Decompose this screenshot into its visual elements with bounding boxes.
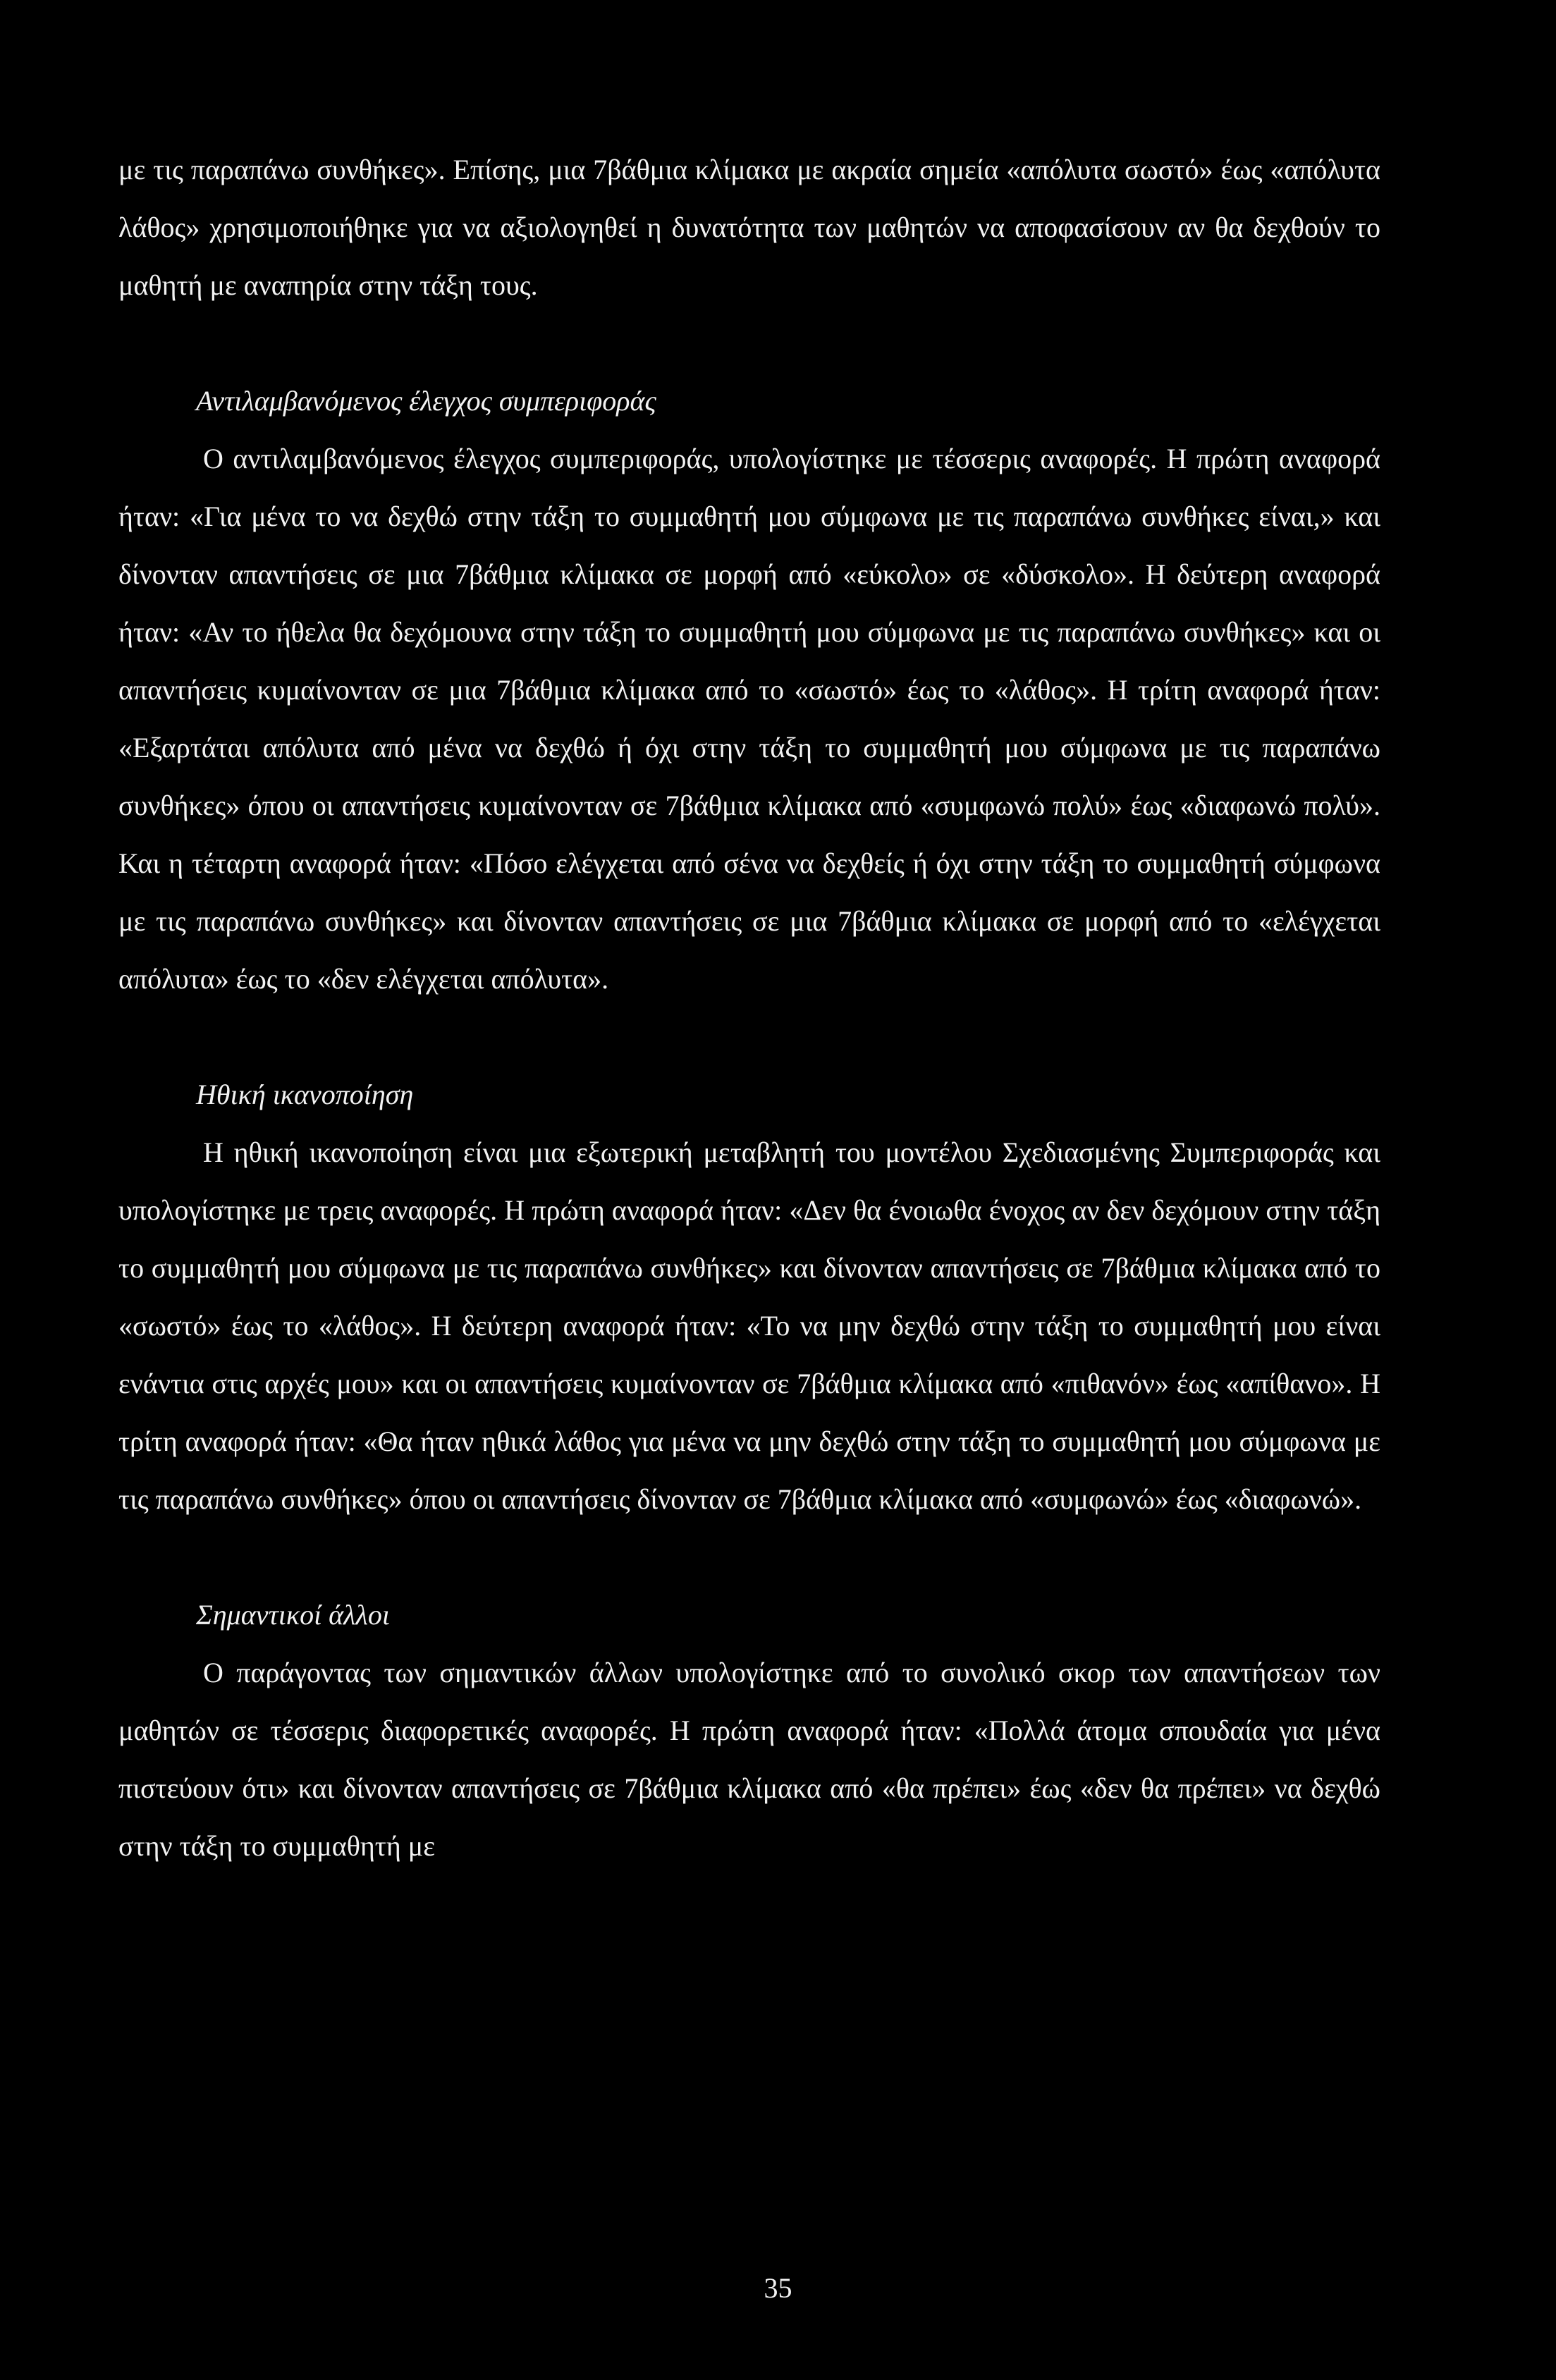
section-heading-significant-others: Σημαντικοί άλλοι <box>196 1599 390 1631</box>
paragraph-perceived-control: Ο αντιλαμβανόμενος έλεγχος συμπεριφοράς, υπολογίστηκε με τέσσερις αναφορές. Η πρώτη αναφορά ήταν: «Για μένα το να δεχθώ στην τάξη το συμμαθητή μου σύμφωνα με τις παραπάνω συνθήκες είναι,» και δίνονταν απαντήσεις σε μια 7βάθμια κλίμακα σε μορφή από «εύκολο» σε «δύσκολο». Η δεύτερη αναφορά ήταν: «Αν το ήθελα θα δεχόμουνα στην τάξη το συμμαθητή μου σύμφωνα με τις παραπάνω συνθήκες» και οι απαντήσεις κυμαίνονταν σε μια 7βάθμια κλίμακα από το «σωστό» έως το «λάθος». Η τρίτη αναφορά ήταν: «Εξαρτάται απόλυτα από μένα να δεχθώ ή όχι στην τάξη το συμμαθητή μου σύμφωνα με τις παραπάνω συνθήκες» όπου οι απαντήσεις κυμαίνονταν σε 7βάθμια κλίμακα από «συμφωνώ πολύ» έως «διαφωνώ πολύ». Και η τέταρτη αναφορά ήταν: «Πόσο ελέγχεται από σένα να δεχθείς ή όχι στην τάξη το συμμαθητή σύμφωνα με τις παραπάνω συνθήκες» και δίνονταν απαντήσεις σε μια 7βάθμια κλίμακα σε μορφή από το «ελέγχεται απόλυτα» έως το «δεν ελέγχεται απόλυτα». <box>118 443 1380 995</box>
section-heading-perceived-control: Αντιλαμβανόμενος έλεγχος συμπεριφοράς <box>196 385 656 417</box>
section-heading-moral-satisfaction: Ηθική ικανοποίηση <box>196 1079 414 1110</box>
paragraph-intro: με τις παραπάνω συνθήκες». Επίσης, μια 7βάθμια κλίμακα με ακραία σημεία «απόλυτα σωστό» έως «απόλυτα λάθος» χρησιμοποιήθηκε για να αξιολογηθεί η δυνατότητα των μαθητών να αποφασίσουν αν θα δεχθούν το μαθητή με αναπηρία στην τάξη τους. <box>118 154 1380 301</box>
paragraph-moral-satisfaction: Η ηθική ικανοποίηση είναι μια εξωτερική μεταβλητή του μοντέλου Σχεδιασμένης Συμπεριφοράς και υπολογίστηκε με τρεις αναφορές. Η πρώτη αναφορά ήταν: «Δεν θα ένοιωθα ένοχος αν δεν δεχόμουν στην τάξη το συμμαθητή μου σύμφωνα με τις παραπάνω συνθήκες» και δίνονταν απαντήσεις σε 7βάθμια κλίμακα από το «σωστό» έως το «λάθος». Η δεύτερη αναφορά ήταν: «Το να μην δεχθώ στην τάξη το συμμαθητή μου είναι ενάντια στις αρχές μου» και οι απαντήσεις κυμαίνονταν σε 7βάθμια κλίμακα από «πιθανόν» έως «απίθανο». Η τρίτη αναφορά ήταν: «Θα ήταν ηθικά λάθος για μένα να μην δεχθώ στην τάξη το συμμαθητή μου σύμφωνα με τις παραπάνω συνθήκες» όπου οι απαντήσεις δίνονταν σε 7βάθμια κλίμακα από «συμφωνώ» έως «διαφωνώ». <box>118 1136 1380 1515</box>
page-number: 35 <box>764 2272 792 2304</box>
document-page <box>118 141 1380 1875</box>
paragraph-significant-others: Ο παράγοντας των σημαντικών άλλων υπολογίστηκε από το συνολικό σκορ των απαντήσεων των μαθητών σε τέσσερις διαφορετικές αναφορές. Η πρώτη αναφορά ήταν: «Πολλά άτομα σπουδαία για μένα πιστεύουν ότι» και δίνονταν απαντήσεις σε 7βάθμια κλίμακα από «θα πρέπει» έως «δεν θα πρέπει» να δεχθώ στην τάξη το συμμαθητή με <box>118 1657 1380 1862</box>
